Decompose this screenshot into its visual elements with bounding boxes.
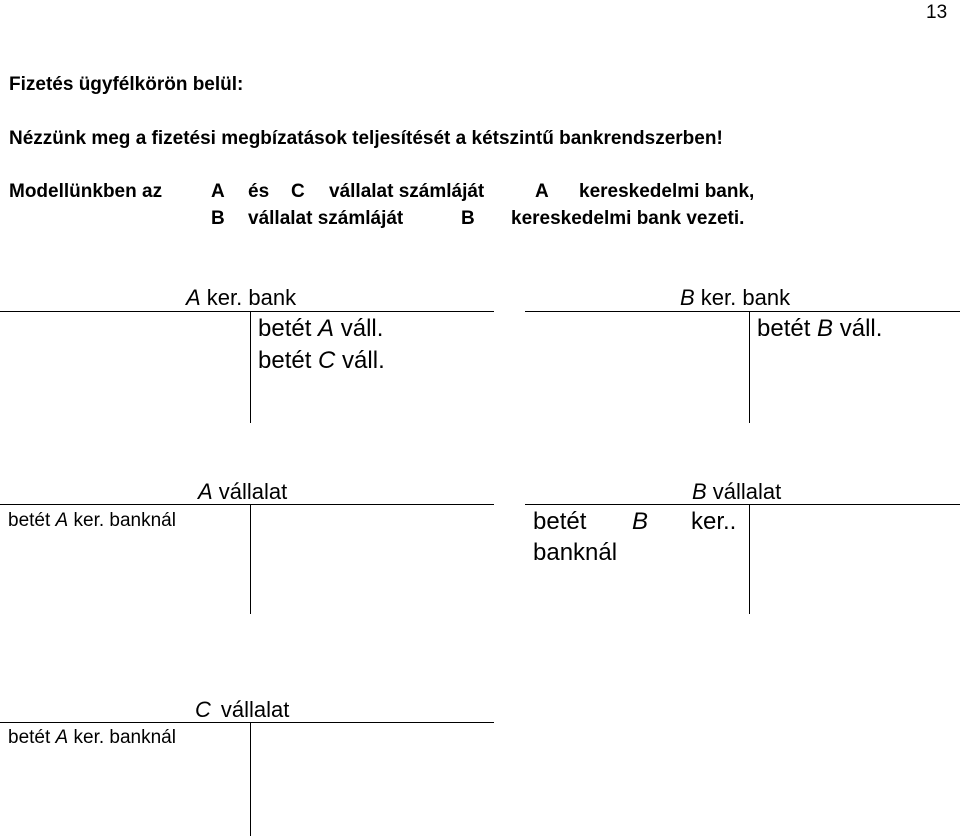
account-entry-letter: B	[632, 508, 649, 535]
model-word: B	[461, 208, 475, 229]
intro-text: Nézzünk meg a fizetési megbízatások teljesítését a kétszintű bankrendszerben!	[9, 128, 723, 149]
model-word: vállalat számláját	[329, 181, 485, 202]
account-entry: betét A váll.	[258, 315, 384, 342]
account-entry-word: banknál	[533, 539, 618, 566]
account-title-text: vállalat	[706, 479, 782, 504]
t-account-horizontal-line	[525, 504, 960, 505]
model-word: A	[535, 181, 549, 202]
account-letter: C	[195, 697, 211, 722]
account-title	[680, 285, 790, 311]
t-account-horizontal-line	[0, 722, 494, 723]
t-account-vertical-line	[749, 311, 750, 423]
t-account-vertical-line	[250, 504, 251, 614]
model-word: Modellünkben az	[9, 181, 163, 202]
account-title	[692, 479, 781, 505]
account-title	[186, 285, 296, 311]
t-account-vertical-line	[749, 504, 750, 614]
model-word: és	[248, 181, 270, 202]
account-entry: betét A ker. banknál	[8, 510, 176, 531]
model-word: A	[211, 181, 225, 202]
account-letter: A	[198, 479, 213, 504]
account-title-text: vállalat	[212, 479, 288, 504]
section-heading: Fizetés ügyfélkörön belül:	[9, 74, 244, 95]
account-letter: A	[186, 285, 201, 310]
model-word: kereskedelmi bank,	[579, 181, 755, 202]
t-account-horizontal-line	[525, 311, 960, 312]
account-entry-word: ker..	[691, 508, 737, 535]
account-title-text: ker. bank	[200, 285, 297, 310]
account-letter: B	[680, 285, 695, 310]
t-account-vertical-line	[250, 311, 251, 423]
account-letter: B	[692, 479, 707, 504]
account-title-text: vállalat	[220, 697, 290, 722]
account-entry: betét B váll.	[757, 315, 883, 342]
account-entry: betét C váll.	[258, 347, 385, 374]
model-word: kereskedelmi bank vezeti.	[511, 208, 745, 229]
account-entry: betét A ker. banknál	[8, 727, 176, 748]
t-account-horizontal-line	[0, 311, 494, 312]
t-account-vertical-line	[250, 722, 251, 836]
model-word: vállalat számláját	[248, 208, 404, 229]
model-word: C	[291, 181, 305, 202]
account-entry-word: betét	[533, 508, 587, 535]
account-title	[195, 697, 289, 723]
t-account-horizontal-line	[0, 504, 494, 505]
account-title-text: ker. bank	[694, 285, 791, 310]
model-word: B	[211, 208, 225, 229]
account-title	[198, 479, 287, 505]
page-number: 13	[926, 2, 948, 23]
